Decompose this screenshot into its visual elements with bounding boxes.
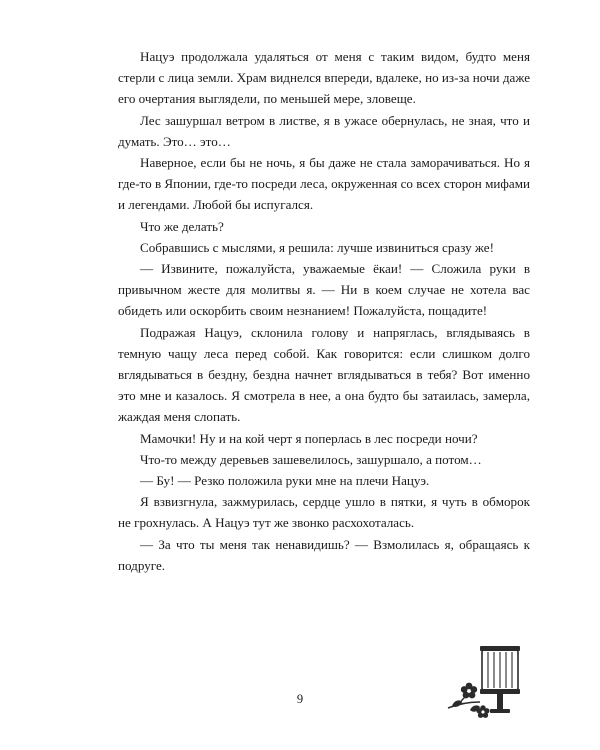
paragraph: Собравшись с мыслями, я решила: лучше извиниться сразу же! — [140, 239, 494, 255]
paragraph: — Извините, пожалуйста, уважаемые ёкаи! — Сложила руки в привычном жесте для молитвы я. — Ни в коем случае не хотела вас обидеть или оскорбить своим незнанием! Пожалуйста, пощадите! — [118, 261, 530, 319]
paragraph: Подражая Нацуэ, склонила голову и напряглась, вглядываясь в темную чащу леса перед собой. Как говорится: если слишком долго вглядываться в бездну, бездна начнет вглядываться в тебя? Вот именно это мне и казалось. Я смотрела в нее, а она будто бы затаилась, замерла, жаждая меня слопать. — [118, 324, 530, 425]
page-number: 9 — [296, 692, 304, 706]
paragraph: Мамочки! Ну и на кой черт я поперлась в лес посреди ночи? — [140, 430, 478, 446]
paragraph: Лес зашуршал ветром в листве, я в ужасе обернулась, не зная, что и думать. Это… это… — [118, 112, 530, 149]
paragraph: Что-то между деревьев зашевелилось, зашуршало, а потом… — [140, 451, 482, 467]
paragraph: Нацуэ продолжала удаляться от меня с таким видом, будто меня стерли с лица земли. Храм виднелся впереди, вдалеке, но из-за ночи даже его очертания выглядели, по меньшей мере, зловеще. — [118, 49, 530, 107]
paragraph: Я взвизгнула, зажмурилась, сердце ушло в пятки, я чуть в обморок не грохнулась. А Нацуэ тут же звонко расхохоталась. — [118, 494, 530, 531]
page-body-text — [118, 46, 530, 576]
paragraph: — За что ты меня так ненавидишь? — Взмолилась я, обращаясь к подруге. — [118, 536, 530, 573]
paragraph: — Бу! — Резко положила руки мне на плечи Нацуэ. — [140, 473, 430, 489]
paragraph: Наверное, если бы не ночь, я бы даже не стала заморачиваться. Но я где-то в Японии, где-то посреди леса, окруженная со всех сторон мифами и легендами. Любой бы испугался. — [118, 155, 530, 213]
paragraph: Что же делать? — [140, 218, 224, 234]
